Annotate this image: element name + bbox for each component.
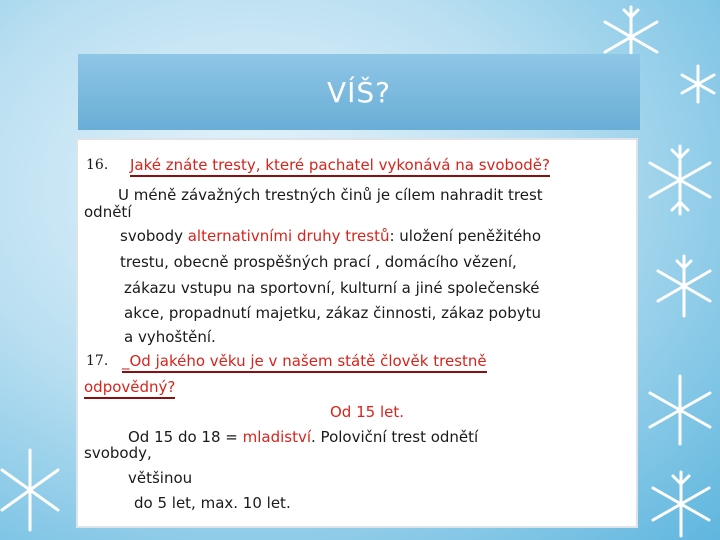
answer-16-line-1: U méně závažných trestných činů je cílem nahradit trest bbox=[118, 186, 543, 204]
answer-16-line-2: odnětí bbox=[84, 203, 132, 221]
snowflake-icon bbox=[676, 62, 720, 106]
alternative-punishments-term: alternativními druhy trestů bbox=[187, 227, 390, 245]
snowflake-icon bbox=[648, 250, 720, 322]
question-17-text-line-2: odpovědný? bbox=[84, 378, 175, 399]
snowflake-icon bbox=[642, 468, 720, 540]
answer-17-line-1: Od 15 do 18 = mladiství. Poloviční trest odnětí bbox=[128, 428, 479, 446]
answer-17-highlight: Od 15 let. bbox=[330, 403, 404, 421]
snowflake-icon bbox=[640, 370, 720, 450]
answer-16-line-7: a vyhoštění. bbox=[124, 328, 216, 346]
question-17-number: 17. bbox=[86, 353, 109, 369]
answer-17-line-4: do 5 let, max. 10 let. bbox=[134, 494, 291, 512]
answer-16-line-5: zákazu vstupu na sportovní, kulturní a jiné společenské bbox=[124, 279, 540, 297]
snowflake-icon bbox=[0, 440, 60, 540]
answer-16-line-3: svobody alternativními druhy trestů: uložení peněžitého bbox=[120, 227, 541, 245]
answer-17-line-2: svobody, bbox=[84, 444, 152, 462]
question-16-text: Jaké znáte tresty, které pachatel vykonává na svobodě? bbox=[130, 156, 550, 177]
question-17-text-line-1: _Od jakého věku je v našem státě člověk trestně bbox=[122, 352, 487, 373]
slide-title-bar bbox=[78, 54, 640, 130]
slide-title: VÍŠ? bbox=[326, 75, 392, 109]
answer-17-line-3: většinou bbox=[128, 469, 193, 487]
answer-16-line-4: trestu, obecně prospěšných prací , domácího vězení, bbox=[120, 253, 517, 271]
juveniles-term: mladiství bbox=[242, 428, 312, 446]
snowflake-icon bbox=[640, 140, 720, 220]
question-16-number: 16. bbox=[86, 157, 109, 173]
answer-16-line-6: akce, propadnutí majetku, zákaz činnosti, zákaz pobytu bbox=[124, 304, 541, 322]
content-box bbox=[76, 138, 638, 528]
